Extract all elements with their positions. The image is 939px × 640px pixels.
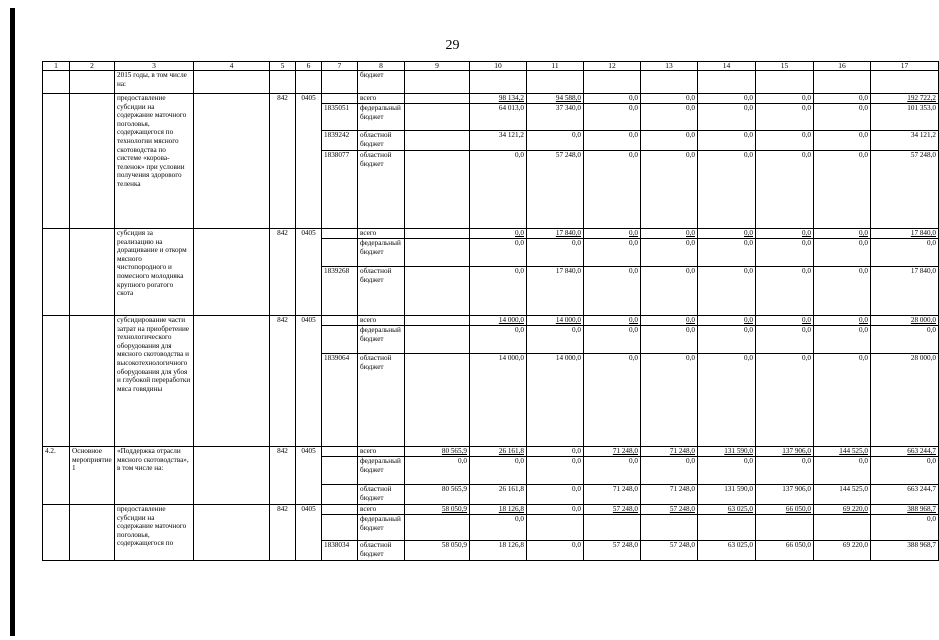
value-cell [405, 229, 470, 239]
value-cell: 0,0 [641, 316, 698, 326]
col-header: 13 [641, 62, 698, 71]
col-header: 10 [470, 62, 527, 71]
value-cell: 0,0 [871, 326, 939, 354]
value-cell: 0,0 [698, 104, 756, 131]
value-cell: 0,0 [756, 239, 814, 267]
value-cell: 0,0 [584, 239, 641, 267]
col-header: 9 [405, 62, 470, 71]
value-cell: 57 248,0 [641, 541, 698, 561]
value-cell: 0,0 [756, 131, 814, 151]
value-cell: 0,0 [584, 326, 641, 354]
budget-source-cell: областной бюджет [358, 485, 405, 505]
value-cell: 101 353,0 [871, 104, 939, 131]
budget-source-cell: бюджет [358, 71, 405, 94]
value-cell: 144 525,0 [814, 485, 871, 505]
value-cell: 663 244,7 [871, 447, 939, 457]
col-header: 7 [322, 62, 358, 71]
measure-name-cell: Основное мероприятие 1 [70, 447, 115, 505]
value-cell [405, 239, 470, 267]
value-cell: 17 840,0 [871, 267, 939, 316]
value-cell: 57 248,0 [871, 151, 939, 229]
value-cell: 0,0 [756, 267, 814, 316]
value-cell: 0,0 [641, 354, 698, 447]
value-cell: 0,0 [871, 515, 939, 541]
budget-source-cell: областной бюджет [358, 151, 405, 229]
description-cell: субсидия за реализацию на доращивание и откорм мясного чистопородного и помесного молодняка крупного рогатого скота [115, 229, 194, 316]
value-cell: 0,0 [641, 239, 698, 267]
table-row [43, 94, 939, 104]
value-cell: 0,0 [698, 316, 756, 326]
value-cell: 0,0 [698, 239, 756, 267]
value-cell: 0,0 [814, 316, 871, 326]
value-cell: 0,0 [405, 457, 470, 485]
value-cell: 0,0 [584, 229, 641, 239]
table-row [43, 505, 939, 515]
value-cell: 34 121,2 [871, 131, 939, 151]
col-header: 15 [756, 62, 814, 71]
value-cell: 18 126,8 [470, 505, 527, 515]
value-cell: 192 722,2 [871, 94, 939, 104]
budget-source-cell: всего [358, 447, 405, 457]
value-cell: 18 126,8 [470, 541, 527, 561]
value-cell: 0,0 [470, 151, 527, 229]
col-header: 16 [814, 62, 871, 71]
code-cell: 842 [270, 447, 296, 505]
description-cell: субсидирование части затрат на приобретение технологического оборудования для мясного скотоводства и высокотехнологичного оборудования для убоя и глубокой переработки мяса говядины [115, 316, 194, 447]
value-cell: 0,0 [470, 239, 527, 267]
value-cell: 69 220,0 [814, 505, 871, 515]
value-cell: 0,0 [698, 326, 756, 354]
budget-source-cell: всего [358, 94, 405, 104]
value-cell: 57 248,0 [584, 505, 641, 515]
table-row [43, 71, 939, 94]
code-cell: 842 [270, 229, 296, 316]
value-cell: 0,0 [698, 354, 756, 447]
value-cell: 80 565,9 [405, 485, 470, 505]
col-header: 12 [584, 62, 641, 71]
description-cell: предоставление субсидии на содержание маточного поголовья, содержащегося по [115, 505, 194, 561]
value-cell: 58 050,9 [405, 541, 470, 561]
value-cell: 0,0 [756, 151, 814, 229]
value-cell: 0,0 [470, 267, 527, 316]
value-cell [698, 515, 756, 541]
value-cell: 0,0 [470, 515, 527, 541]
value-cell: 0,0 [527, 485, 584, 505]
code-cell: 842 [270, 94, 296, 229]
value-cell: 137 906,0 [756, 447, 814, 457]
value-cell: 57 248,0 [527, 151, 584, 229]
value-cell: 26 161,8 [470, 485, 527, 505]
value-cell: 64 013,0 [470, 104, 527, 131]
value-cell: 0,0 [641, 151, 698, 229]
value-cell: 58 050,9 [405, 505, 470, 515]
code-cell: 1839064 [322, 354, 358, 447]
code-cell: 0405 [296, 316, 322, 447]
value-cell: 69 220,0 [814, 541, 871, 561]
code-cell: 1838034 [322, 541, 358, 561]
code-cell: 1838077 [322, 151, 358, 229]
budget-source-cell: федеральный бюджет [358, 326, 405, 354]
value-cell: 14 000,0 [470, 354, 527, 447]
value-cell: 0,0 [641, 457, 698, 485]
value-cell: 0,0 [641, 131, 698, 151]
value-cell: 71 248,0 [584, 485, 641, 505]
budget-source-cell: областной бюджет [358, 541, 405, 561]
col-header: 17 [871, 62, 939, 71]
value-cell: 388 968,7 [871, 541, 939, 561]
value-cell [405, 94, 470, 104]
value-cell: 71 248,0 [584, 447, 641, 457]
value-cell: 0,0 [871, 457, 939, 485]
code-cell: 842 [270, 505, 296, 561]
col-header: 1 [43, 62, 70, 71]
value-cell [405, 104, 470, 131]
value-cell: 0,0 [814, 104, 871, 131]
description-cell: 2015 годы, в том числе на: [115, 71, 194, 94]
value-cell: 0,0 [814, 267, 871, 316]
value-cell: 63 025,0 [698, 541, 756, 561]
value-cell: 80 565,9 [405, 447, 470, 457]
value-cell: 0,0 [698, 131, 756, 151]
col-header: 4 [194, 62, 270, 71]
value-cell: 37 340,0 [527, 104, 584, 131]
value-cell: 0,0 [641, 267, 698, 316]
col-header: 11 [527, 62, 584, 71]
value-cell: 0,0 [584, 104, 641, 131]
value-cell: 71 248,0 [641, 485, 698, 505]
value-cell [641, 515, 698, 541]
code-cell: 1839242 [322, 131, 358, 151]
value-cell: 0,0 [756, 457, 814, 485]
value-cell: 14 000,0 [470, 316, 527, 326]
value-cell: 131 590,0 [698, 447, 756, 457]
budget-source-cell: всего [358, 316, 405, 326]
value-cell [405, 316, 470, 326]
value-cell: 0,0 [584, 354, 641, 447]
item-number-cell: 4.2. [43, 447, 70, 505]
value-cell: 0,0 [756, 229, 814, 239]
value-cell: 0,0 [584, 94, 641, 104]
budget-source-cell: федеральный бюджет [358, 515, 405, 541]
description-cell: предоставление субсидии на содержание маточного поголовья, содержащегося по технологии мясного скотоводства по системе «корова-теленок» при условии получения здорового теленка [115, 94, 194, 229]
value-cell: 0,0 [584, 151, 641, 229]
value-cell [527, 515, 584, 541]
table-row [43, 316, 939, 326]
value-cell: 0,0 [756, 326, 814, 354]
value-cell [405, 267, 470, 316]
value-cell: 131 590,0 [698, 485, 756, 505]
col-header: 14 [698, 62, 756, 71]
value-cell: 28 000,0 [871, 354, 939, 447]
table-row [43, 229, 939, 239]
value-cell: 17 840,0 [871, 229, 939, 239]
description-cell: «Поддержка отрасли мясного скотоводства», в том числе на: [115, 447, 194, 505]
value-cell: 0,0 [871, 239, 939, 267]
value-cell: 0,0 [641, 104, 698, 131]
value-cell: 28 000,0 [871, 316, 939, 326]
value-cell: 0,0 [584, 267, 641, 316]
value-cell: 0,0 [527, 541, 584, 561]
value-cell: 66 050,0 [756, 505, 814, 515]
value-cell: 0,0 [527, 457, 584, 485]
value-cell: 0,0 [814, 354, 871, 447]
value-cell: 0,0 [698, 151, 756, 229]
value-cell: 0,0 [527, 447, 584, 457]
value-cell: 66 050,0 [756, 541, 814, 561]
value-cell: 0,0 [814, 229, 871, 239]
value-cell: 0,0 [698, 267, 756, 316]
value-cell: 0,0 [756, 354, 814, 447]
budget-source-cell: областной бюджет [358, 131, 405, 151]
value-cell: 71 248,0 [641, 447, 698, 457]
value-cell: 0,0 [814, 326, 871, 354]
value-cell: 0,0 [584, 457, 641, 485]
value-cell: 0,0 [470, 229, 527, 239]
value-cell [405, 354, 470, 447]
value-cell: 0,0 [814, 239, 871, 267]
value-cell: 0,0 [814, 131, 871, 151]
value-cell: 0,0 [756, 94, 814, 104]
value-cell: 388 968,7 [871, 505, 939, 515]
code-cell: 0405 [296, 447, 322, 505]
budget-source-cell: всего [358, 229, 405, 239]
value-cell: 0,0 [527, 326, 584, 354]
value-cell: 0,0 [641, 326, 698, 354]
col-header: 2 [70, 62, 115, 71]
value-cell: 0,0 [756, 316, 814, 326]
value-cell: 0,0 [527, 239, 584, 267]
value-cell: 0,0 [698, 94, 756, 104]
value-cell: 57 248,0 [641, 505, 698, 515]
value-cell [405, 151, 470, 229]
value-cell: 0,0 [814, 457, 871, 485]
budget-source-cell: федеральный бюджет [358, 239, 405, 267]
value-cell: 17 840,0 [527, 229, 584, 239]
value-cell: 98 134,2 [470, 94, 527, 104]
value-cell: 0,0 [584, 316, 641, 326]
col-header: 8 [358, 62, 405, 71]
code-cell: 0405 [296, 505, 322, 561]
column-number-row [43, 62, 939, 71]
budget-source-cell: областной бюджет [358, 354, 405, 447]
value-cell: 63 025,0 [698, 505, 756, 515]
value-cell [405, 515, 470, 541]
code-cell: 0405 [296, 229, 322, 316]
value-cell [584, 515, 641, 541]
col-header: 5 [270, 62, 296, 71]
table-row [43, 447, 939, 457]
value-cell: 0,0 [470, 326, 527, 354]
value-cell: 57 248,0 [584, 541, 641, 561]
value-cell: 14 000,0 [527, 316, 584, 326]
value-cell: 137 906,0 [756, 485, 814, 505]
value-cell [756, 515, 814, 541]
code-cell: 1835051 [322, 104, 358, 131]
value-cell: 0,0 [698, 457, 756, 485]
value-cell [814, 515, 871, 541]
value-cell: 0,0 [698, 229, 756, 239]
value-cell: 94 588,0 [527, 94, 584, 104]
value-cell: 17 840,0 [527, 267, 584, 316]
code-cell: 1839268 [322, 267, 358, 316]
value-cell: 0,0 [527, 131, 584, 151]
budget-source-cell: федеральный бюджет [358, 457, 405, 485]
value-cell: 0,0 [527, 505, 584, 515]
value-cell: 34 121,2 [470, 131, 527, 151]
value-cell: 0,0 [756, 104, 814, 131]
value-cell: 0,0 [470, 457, 527, 485]
page-number: 29 [445, 38, 460, 53]
budget-source-cell: областной бюджет [358, 267, 405, 316]
value-cell: 0,0 [641, 94, 698, 104]
code-cell: 842 [270, 316, 296, 447]
value-cell: 0,0 [814, 151, 871, 229]
value-cell: 26 161,8 [470, 447, 527, 457]
budget-source-cell: всего [358, 505, 405, 515]
value-cell: 144 525,0 [814, 447, 871, 457]
code-cell: 0405 [296, 94, 322, 229]
value-cell: 0,0 [641, 229, 698, 239]
value-cell: 14 000,0 [527, 354, 584, 447]
value-cell: 663 244,7 [871, 485, 939, 505]
binding-edge [10, 8, 15, 636]
col-header: 6 [296, 62, 322, 71]
value-cell: 0,0 [814, 94, 871, 104]
col-header: 3 [115, 62, 194, 71]
value-cell: 0,0 [584, 131, 641, 151]
value-cell [405, 326, 470, 354]
budget-table [42, 61, 939, 561]
budget-source-cell: федеральный бюджет [358, 104, 405, 131]
value-cell [405, 131, 470, 151]
